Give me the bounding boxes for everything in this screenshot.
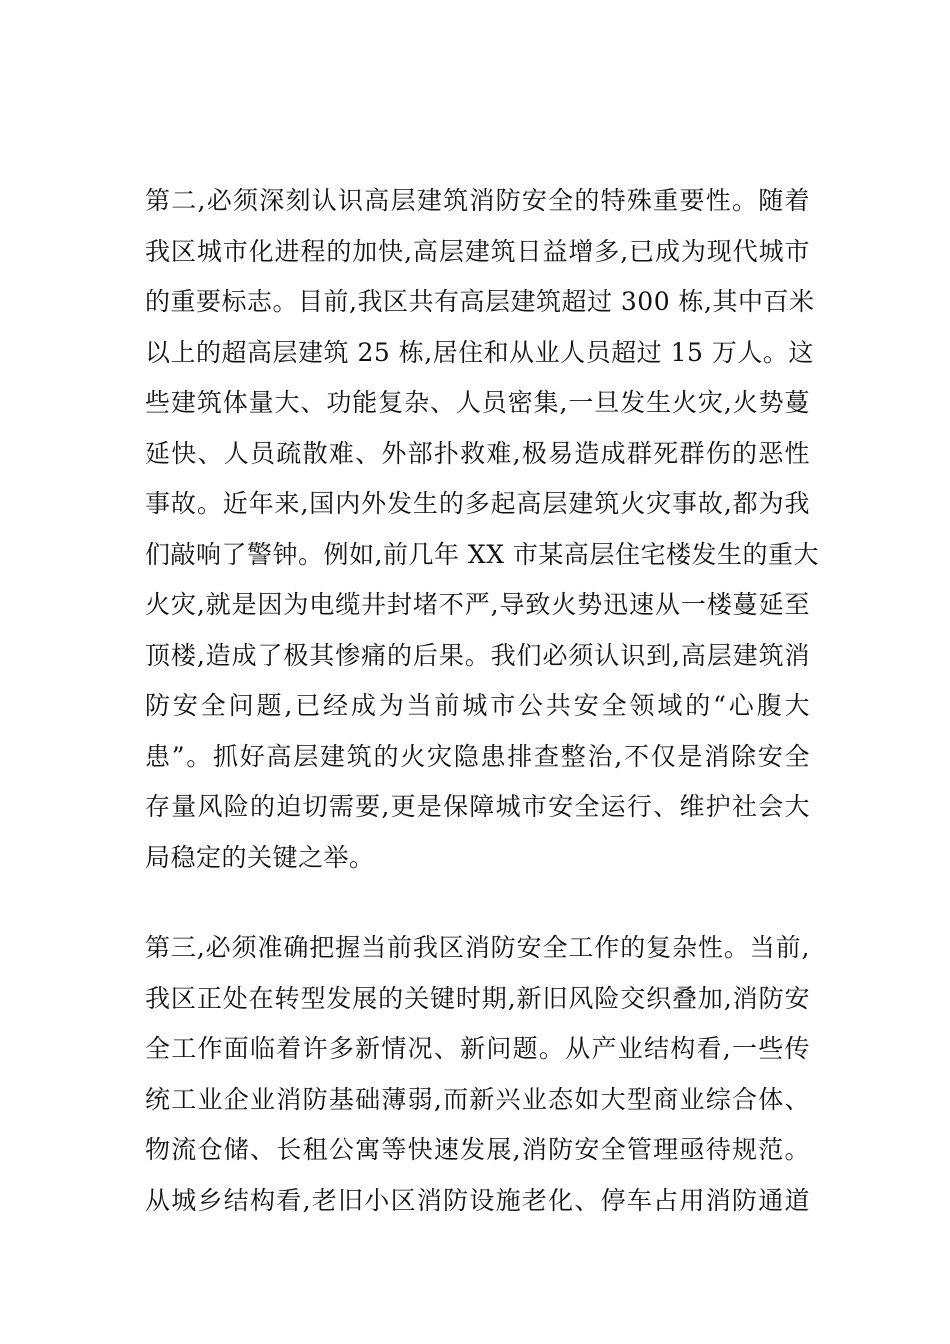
- paragraph-second-point: [145, 176, 819, 883]
- text-line: 统工业企业消防基础薄弱,而新兴业态如大型商业综合体、: [145, 1084, 810, 1114]
- text-line: 从城乡结构看,老旧小区消防设施老化、停车占用消防通道: [145, 1185, 810, 1215]
- text-line: 物流仓储、长租公寓等快速发展,消防安全管理亟待规范。: [145, 1135, 810, 1164]
- text-line: 第三,必须准确把握当前我区消防安全工作的复杂性。当前,: [145, 933, 810, 962]
- text-line: 全工作面临着许多新情况、新问题。从产业结构看,一些传: [145, 1034, 810, 1063]
- paragraph-third-point: [145, 923, 810, 1226]
- text-line: 延快、人员疏散难、外部扑救难,极易造成群死群伤的恶性: [145, 438, 810, 468]
- text-line: 第二,必须深刻认识高层建筑消防安全的特殊重要性。随着: [145, 186, 810, 215]
- text-line: 们敲响了警钟。例如,前几年 XX 市某高层住宅楼发生的重大: [145, 539, 819, 569]
- text-line: 的重要标志。目前,我区共有高层建筑超过 300 栋,其中百米: [145, 287, 815, 316]
- text-line: 以上的超高层建筑 25 栋,居住和从业人员超过 15 万人。这: [145, 337, 814, 367]
- text-line: 防安全问题,已经成为当前城市公共安全领域的“心腹大: [145, 691, 810, 720]
- text-line: 事故。近年来,国内外发生的多起高层建筑火灾事故,都为我: [145, 489, 810, 518]
- text-line: 存量风险的迫切需要,更是保障城市安全运行、维护社会大: [145, 792, 810, 821]
- text-line: 火灾,就是因为电缆井封堵不严,导致火势迅速从一楼蔓延至: [145, 590, 810, 619]
- text-line: 我区城市化进程的加快,高层建筑日益增多,已成为现代城市: [145, 236, 810, 266]
- text-line: 局稳定的关键之举。: [145, 842, 375, 872]
- text-line: 我区正处在转型发展的关键时期,新旧风险交织叠加,消防安: [145, 983, 810, 1013]
- text-line: 患”。抓好高层建筑的火灾隐患排查整治,不仅是消除安全: [145, 741, 810, 771]
- text-line: 顶楼,造成了极其惨痛的后果。我们必须认识到,高层建筑消: [145, 640, 810, 670]
- text-line: 些建筑体量大、功能复杂、人员密集,一旦发生火灾,火势蔓: [145, 388, 810, 417]
